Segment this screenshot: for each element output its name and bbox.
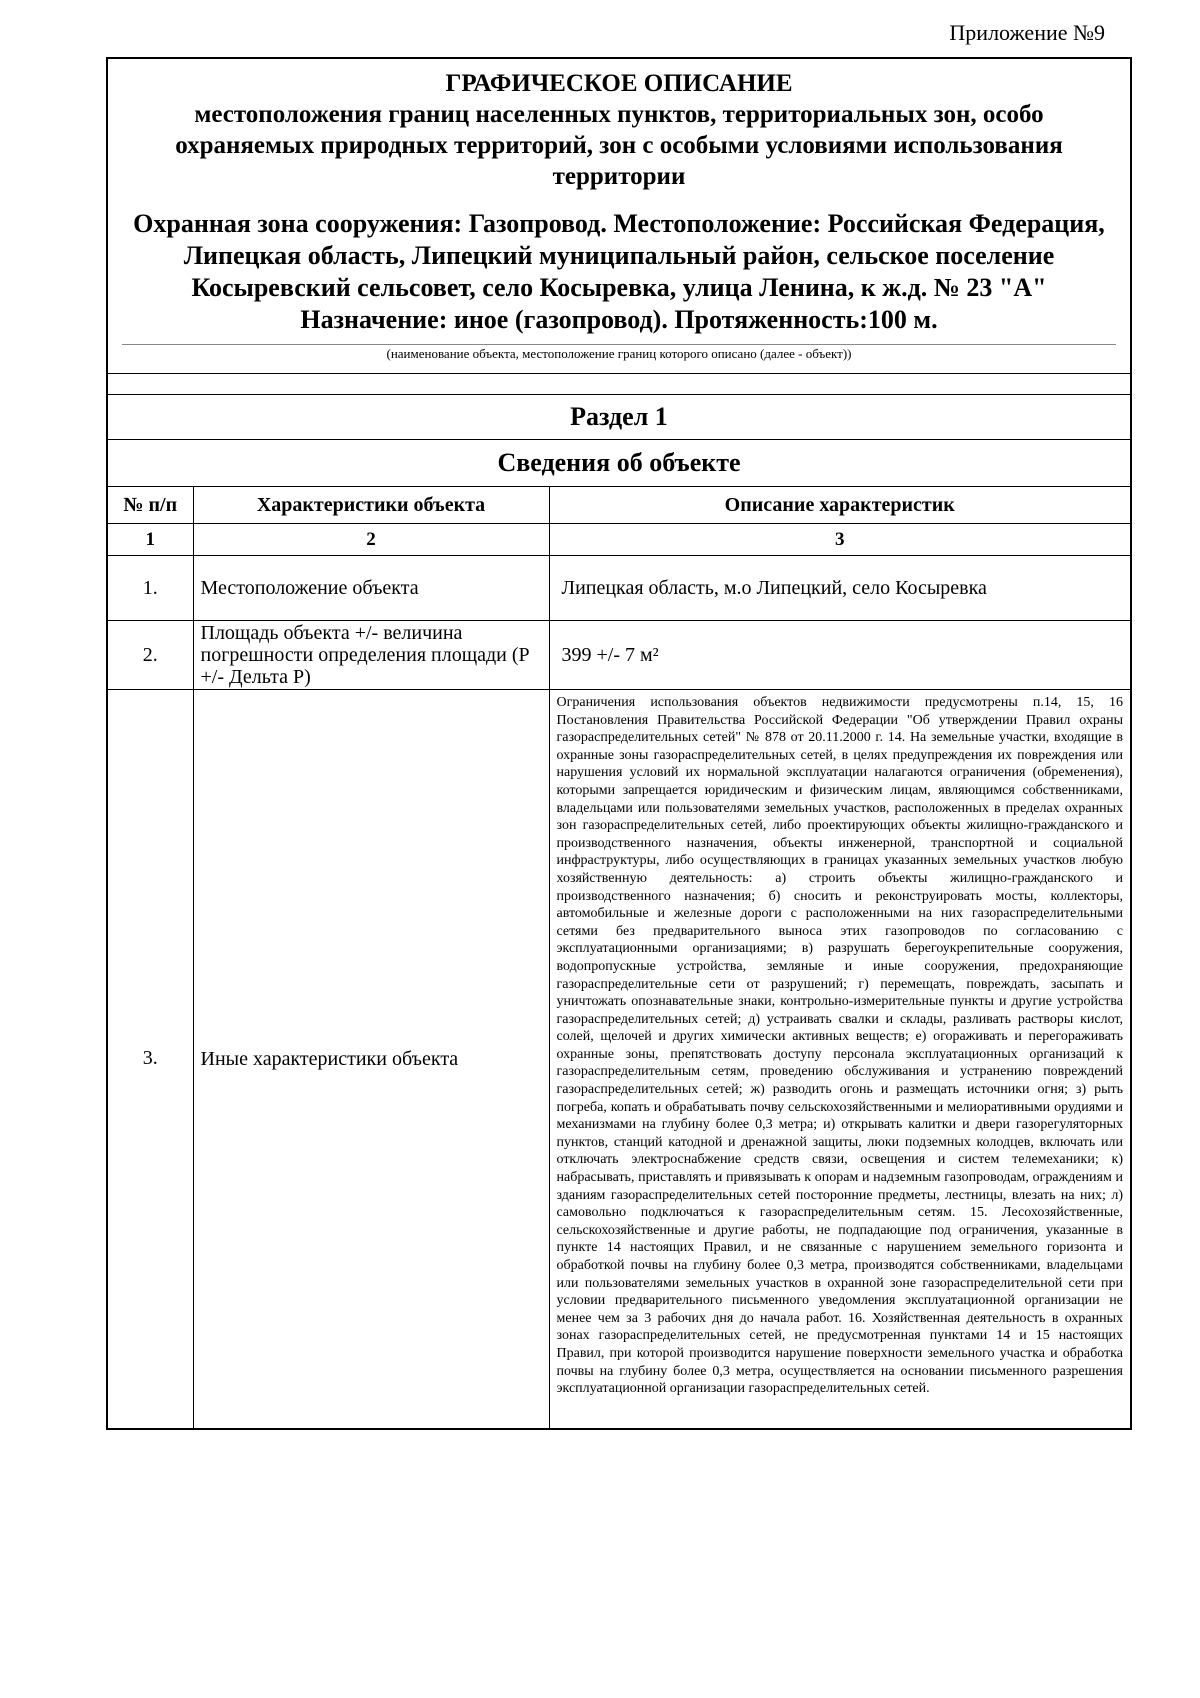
row-number: 1.	[108, 556, 193, 621]
row-number: 3.	[108, 690, 193, 1428]
document-title: ГРАФИЧЕСКОЕ ОПИСАНИЕ	[445, 70, 793, 97]
column-header-description: Описание характеристик	[549, 487, 1130, 524]
row-description: Липецкая область, м.о Липецкий, село Косыревка	[549, 556, 1130, 621]
column-number: 1	[108, 524, 193, 556]
row-number: 2.	[108, 621, 193, 690]
table-row	[108, 621, 1130, 690]
row-description: 399 +/- 7 м²	[549, 621, 1130, 690]
row-characteristic: Площадь объекта +/- величина погрешности определения площади (P +/- Дельта P)	[193, 621, 549, 690]
column-header-number: № п/п	[108, 487, 193, 524]
column-number: 2	[193, 524, 549, 556]
appendix-label: Приложение №9	[949, 20, 1105, 45]
object-info-table	[108, 486, 1130, 1428]
row-characteristic: Местоположение объекта	[193, 556, 549, 621]
column-header-characteristics: Характеристики объекта	[193, 487, 549, 524]
table-row	[108, 690, 1130, 1428]
document-frame	[106, 57, 1132, 1430]
row-description: Ограничения использования объектов недвижимости предусмотрены п.14, 15, 16 Постановления Правительства Российской Федерации "Об утверждении Правил охраны газораспределительных сетей" № 878 от 20.11.2000 г. 14. На земельные участки, входящие в охранные зоны газораспределительных сетей, в целях предупреждения их повреждения или нарушения условий их нормальной эксплуатации налагаются ограничения (обременения), которыми запрещается юридическим и физическим лицам, являющимся собственниками, владельцами или пользователями земельных участков, расположенных в пределах охранных зон газораспределительных сетей, либо проектирующих объекты жилищно-гражданского и производственного назначения, объекты инженерной, транспортной и социальной инфраструктуры, либо осуществляющих в границах указанных земельных участков любую хозяйственную деятельность: а) строить объекты жилищно-гражданского и производственного назначения; б) сносить и реконструировать мосты, коллекторы, автомобильные и железные дороги с расположенными на них газораспределительными сетями без предварительного выноса этих газопроводов по согласованию с эксплуатационными организациями; в) разрушать берегоукрепительные сооружения, водопропускные устройства, земляные и иные сооружения, предохраняющие газораспределительные сети от разрушений; г) перемещать, повреждать, засыпать и уничтожать опознавательные знаки, контрольно-измерительные пункты и другие устройства газораспределительных сетей; д) устраивать свалки и склады, разливать растворы кислот, солей, щелочей и других химически активных веществ; е) огораживать и перегораживать охранные зоны, препятствовать доступу персонала эксплуатационных организаций к газораспределительным сетям, проведению обслуживания и устранению повреждений газораспределительных сетей; ж) разводить огонь и размещать источники огня; з) рыть погреба, копать и обрабатывать почву сельскохозяйственными и мелиоративными орудиями и механизмами на глубину более 0,3 метра; и) открывать калитки и двери газорегуляторных пунктов, станций катодной и дренажной защиты, люки подземных колодцев, включать или отключать электроснабжение средств связи, освещения и систем телемеханики; к) набрасывать, приставлять и привязывать к опорам и надземным газопроводам, ограждениям и зданиям газораспределительных сетей посторонние предметы, лестницы, влезать на них; л) самовольно подключаться к газораспределительным сетям. 15. Лесохозяйственные, сельскохозяйственные и другие работы, не подпадающие под ограничения, указанные в пункте 14 настоящих Правил, и не связанные с нарушением земельного горизонта и обработкой почвы на глубину более 0,3 метра, производятся собственниками, владельцами или пользователями земельных участков в охранной зоне газораспределительной сети при условии предварительного письменного уведомления эксплуатационной организации не менее чем за 3 рабочих дня до начала работ. 16. Хозяйственная деятельность в охранных зонах газораспределительных сетей, не предусмотренная пунктами 14 и 15 настоящих Правил, при которой производится нарушение поверхности земельного участка и обработка почвы на глубину более 0,3 метра, осуществляется на основании письменного разрешения эксплуатационной организации газораспределительных сетей.	[549, 690, 1130, 1428]
document-subtitle: местоположения границ населенных пунктов, территориальных зон, особо охраняемых природных территорий, зон с особыми условиями использования территории	[175, 101, 1063, 190]
object-description: Охранная зона сооружения: Газопровод. Местоположение: Российская Федерация, Липецкая область, Липецкий муниципальный район, сельское поселение Косыревский сельсовет, село Косыревка, улица Ленина, к ж.д. № 23 "А"	[133, 209, 1105, 302]
table-row	[108, 556, 1130, 621]
row-characteristic: Иные характеристики объекта	[193, 690, 549, 1428]
section-title: Сведения об объекте	[108, 439, 1130, 486]
column-number: 3	[549, 524, 1130, 556]
header-note: (наименование объекта, местоположение границ которого описано (далее - объект))	[122, 344, 1116, 373]
column-numbers-row	[108, 524, 1130, 556]
section-number: Раздел 1	[108, 394, 1130, 439]
object-purpose: Назначение: иное (газопровод). Протяженность:100 м.	[300, 305, 938, 334]
document-header	[108, 59, 1130, 374]
table-header-row	[108, 487, 1130, 524]
